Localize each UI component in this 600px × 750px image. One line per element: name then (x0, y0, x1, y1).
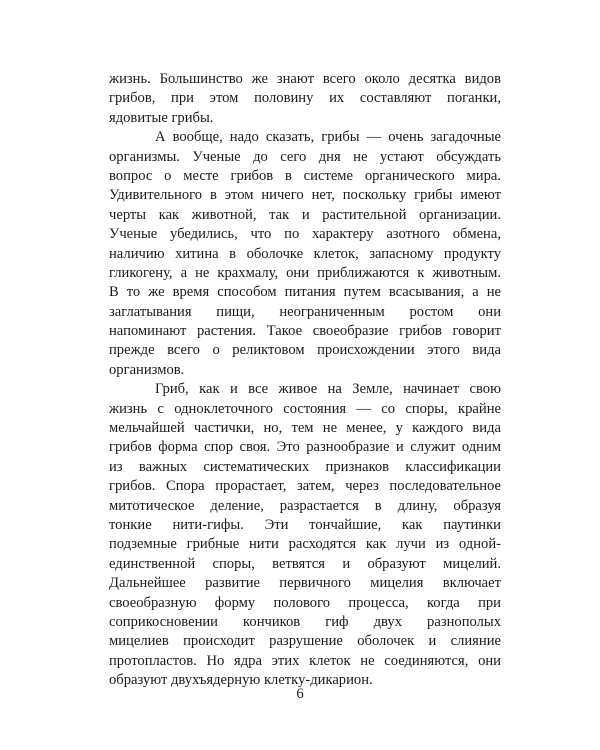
text-line: своеобразную форму полового процесса, когда при (109, 594, 501, 611)
text-line: грибов, при этом половину их составляют поганки, (109, 90, 501, 107)
text-line: напоминают растения. Такое своеобразие грибов говорит (109, 323, 501, 340)
text-line: А вообще, надо сказать, грибы — очень загадочные (155, 129, 501, 146)
text-line: Удивительного в этом ничего нет, поскольку грибы имеют (109, 187, 501, 204)
text-line: ядовитые грибы. (109, 109, 214, 126)
text-line: тонкие нити-гифы. Эти тончайшие, как паутинки (109, 516, 501, 533)
text-line: митотическое деление, разрастается в длину, образуя (109, 497, 501, 514)
body-text (109, 70, 501, 691)
text-line: единственной споры, ветвятся и образуют мицелий. (109, 555, 501, 572)
text-line: грибов форма спор своя. Это разнообразие и служит одним (109, 439, 501, 456)
paragraph (109, 380, 501, 690)
text-line: Дальнейшее развитие первичного мицелия включает (109, 575, 501, 592)
text-line: вопрос о месте грибов в системе органического мира. (109, 167, 501, 184)
text-line: организмы. Ученые до сего дня не устают обсуждать (109, 148, 501, 165)
text-line: мицелиев происходит разрушение оболочек и слияние (109, 633, 501, 650)
text-line: организмов. (109, 361, 185, 378)
page-number: 6 (296, 686, 304, 702)
text-line: В то же время способом питания путем всасывания, а не (109, 284, 501, 301)
text-line: протопластов. Но ядра этих клеток не соединяются, они (109, 652, 501, 669)
text-line: заглатывания пищи, неограниченным ростом они (109, 303, 501, 320)
text-line: черты как животной, так и растительной организации. (109, 206, 501, 223)
text-line: соприкосновении кончиков гиф двух разнополых (109, 613, 501, 630)
text-line: Ученые убедились, что по характеру азотного обмена, (109, 226, 501, 243)
text-line: прежде всего о реликтовом происхождении этого вида (109, 342, 501, 359)
text-line: мельчайшей частички, но, тем не менее, у каждого вида (109, 420, 501, 437)
text-line: грибов. Спора прорастает, затем, через последовательное (109, 478, 501, 495)
paragraph (109, 70, 501, 128)
text-line: образуют двухъядерную клетку-дикарион. (109, 672, 373, 689)
text-line: наличию хитина в оболочке клеток, запасному продукту (109, 245, 501, 262)
paragraph (109, 128, 501, 380)
text-line: Гриб, как и все живое на Земле, начинает свою (155, 381, 501, 398)
text-line: жизнь. Большинство же знают всего около десятка видов (109, 71, 501, 87)
text-line: гликогену, а не крахмалу, они приближаются к животным. (109, 264, 501, 281)
text-line: из важных систематических признаков классификации (109, 458, 501, 475)
text-line: жизнь с одноклеточного состояния — со споры, крайне (109, 400, 501, 417)
text-line: подземные грибные нити расходятся как лучи из одной- (109, 536, 501, 553)
